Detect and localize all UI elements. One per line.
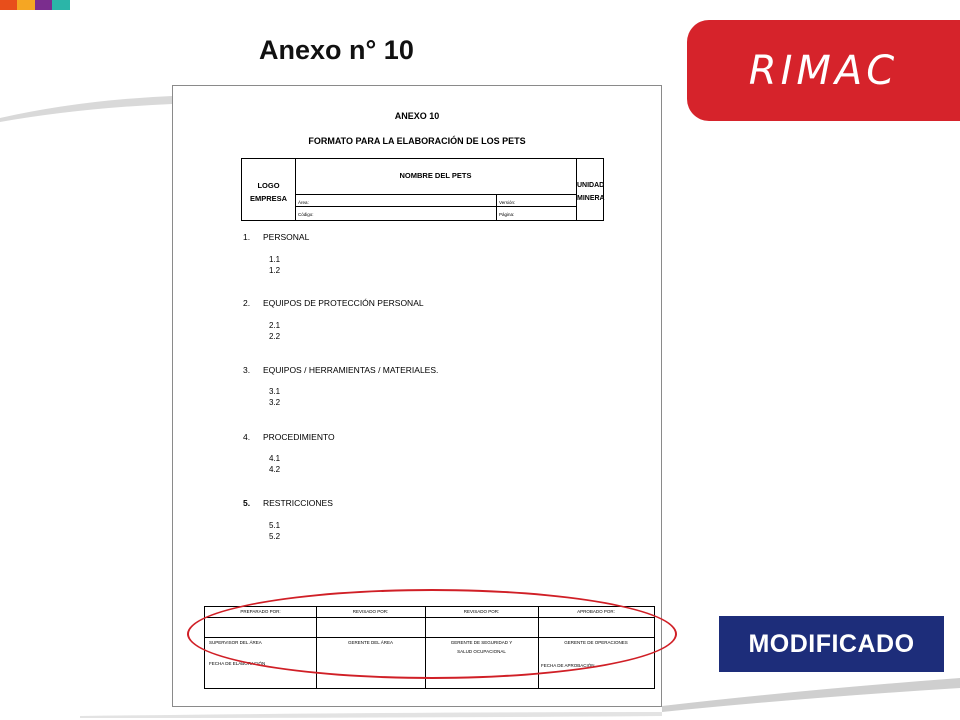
- list-item: 1.1 1.2: [269, 255, 281, 275]
- logo-empresa-cell: [242, 179, 295, 205]
- area-manager-label: GERENTE DEL ÁREA: [347, 640, 394, 645]
- annex-label: ANEXO 10: [394, 111, 440, 121]
- format-title: FORMATO PARA LA ELABORACIÓN DE LOS PETS: [308, 136, 526, 146]
- pets-name-cell: NOMBRE DEL PETS: [399, 171, 472, 180]
- empresa-line: EMPRESA: [249, 194, 288, 203]
- minera-line: MINERA: [577, 195, 605, 202]
- list-item: 3.1 3.2: [269, 387, 281, 407]
- section-heading: 1. PERSONAL: [243, 232, 310, 242]
- list-item: 5.1 5.2: [269, 521, 281, 541]
- operations-manager-label: GERENTE DE OPERACIONES: [564, 640, 628, 645]
- list-item: 2.1 2.2: [269, 321, 281, 341]
- modificado-badge: MODIFICADO: [719, 616, 944, 672]
- slide-title: Anexo n° 10: [259, 35, 414, 65]
- area-label: Área:: [298, 200, 309, 205]
- color-strip-purple: [35, 0, 52, 10]
- color-strip-yellow: [17, 0, 35, 10]
- section-heading: 5. RESTRICCIONES: [243, 498, 333, 508]
- rimac-logo: [687, 20, 960, 121]
- elaboration-date-label: FECHA DE ELABORACIÓN: [209, 661, 266, 666]
- color-strip-teal: [52, 0, 70, 10]
- unidad-line: UNIDAD: [577, 182, 605, 189]
- version-label: Versión:: [499, 200, 516, 205]
- page-label: Página:: [499, 212, 515, 217]
- supervisor-label: SUPERVISOR DEL ÁREA: [209, 640, 262, 645]
- section-heading: 4. PROCEDIMIENTO: [243, 432, 335, 442]
- approved-by-label: APROBADO POR:: [577, 609, 615, 614]
- code-label: Código:: [298, 212, 314, 217]
- safety-manager-label: GERENTE DE SEGURIDAD Y SALUD OCUPACIONAL: [450, 640, 513, 654]
- pets-header-table: [241, 158, 604, 221]
- approval-date-label: FECHA DE APROBACIÓN: [541, 663, 595, 668]
- highlight-ellipse: [187, 589, 677, 679]
- reviewed-by-label-2: REVISADO POR:: [463, 609, 500, 614]
- prepared-by-label: PREPARADO POR:: [240, 609, 281, 614]
- section-heading: 3. EQUIPOS / HERRAMIENTAS / MATERIALES.: [243, 365, 439, 375]
- reviewed-by-label: REVISADO POR:: [352, 609, 389, 614]
- logo-text: RIMAC: [748, 47, 899, 94]
- list-item: 4.1 4.2: [269, 454, 281, 474]
- section-heading: 2. EQUIPOS DE PROTECCIÓN PERSONAL: [243, 298, 424, 308]
- color-strip-orange: [0, 0, 17, 10]
- unidad-minera-cell: [577, 179, 603, 205]
- logo-line: LOGO: [257, 181, 280, 190]
